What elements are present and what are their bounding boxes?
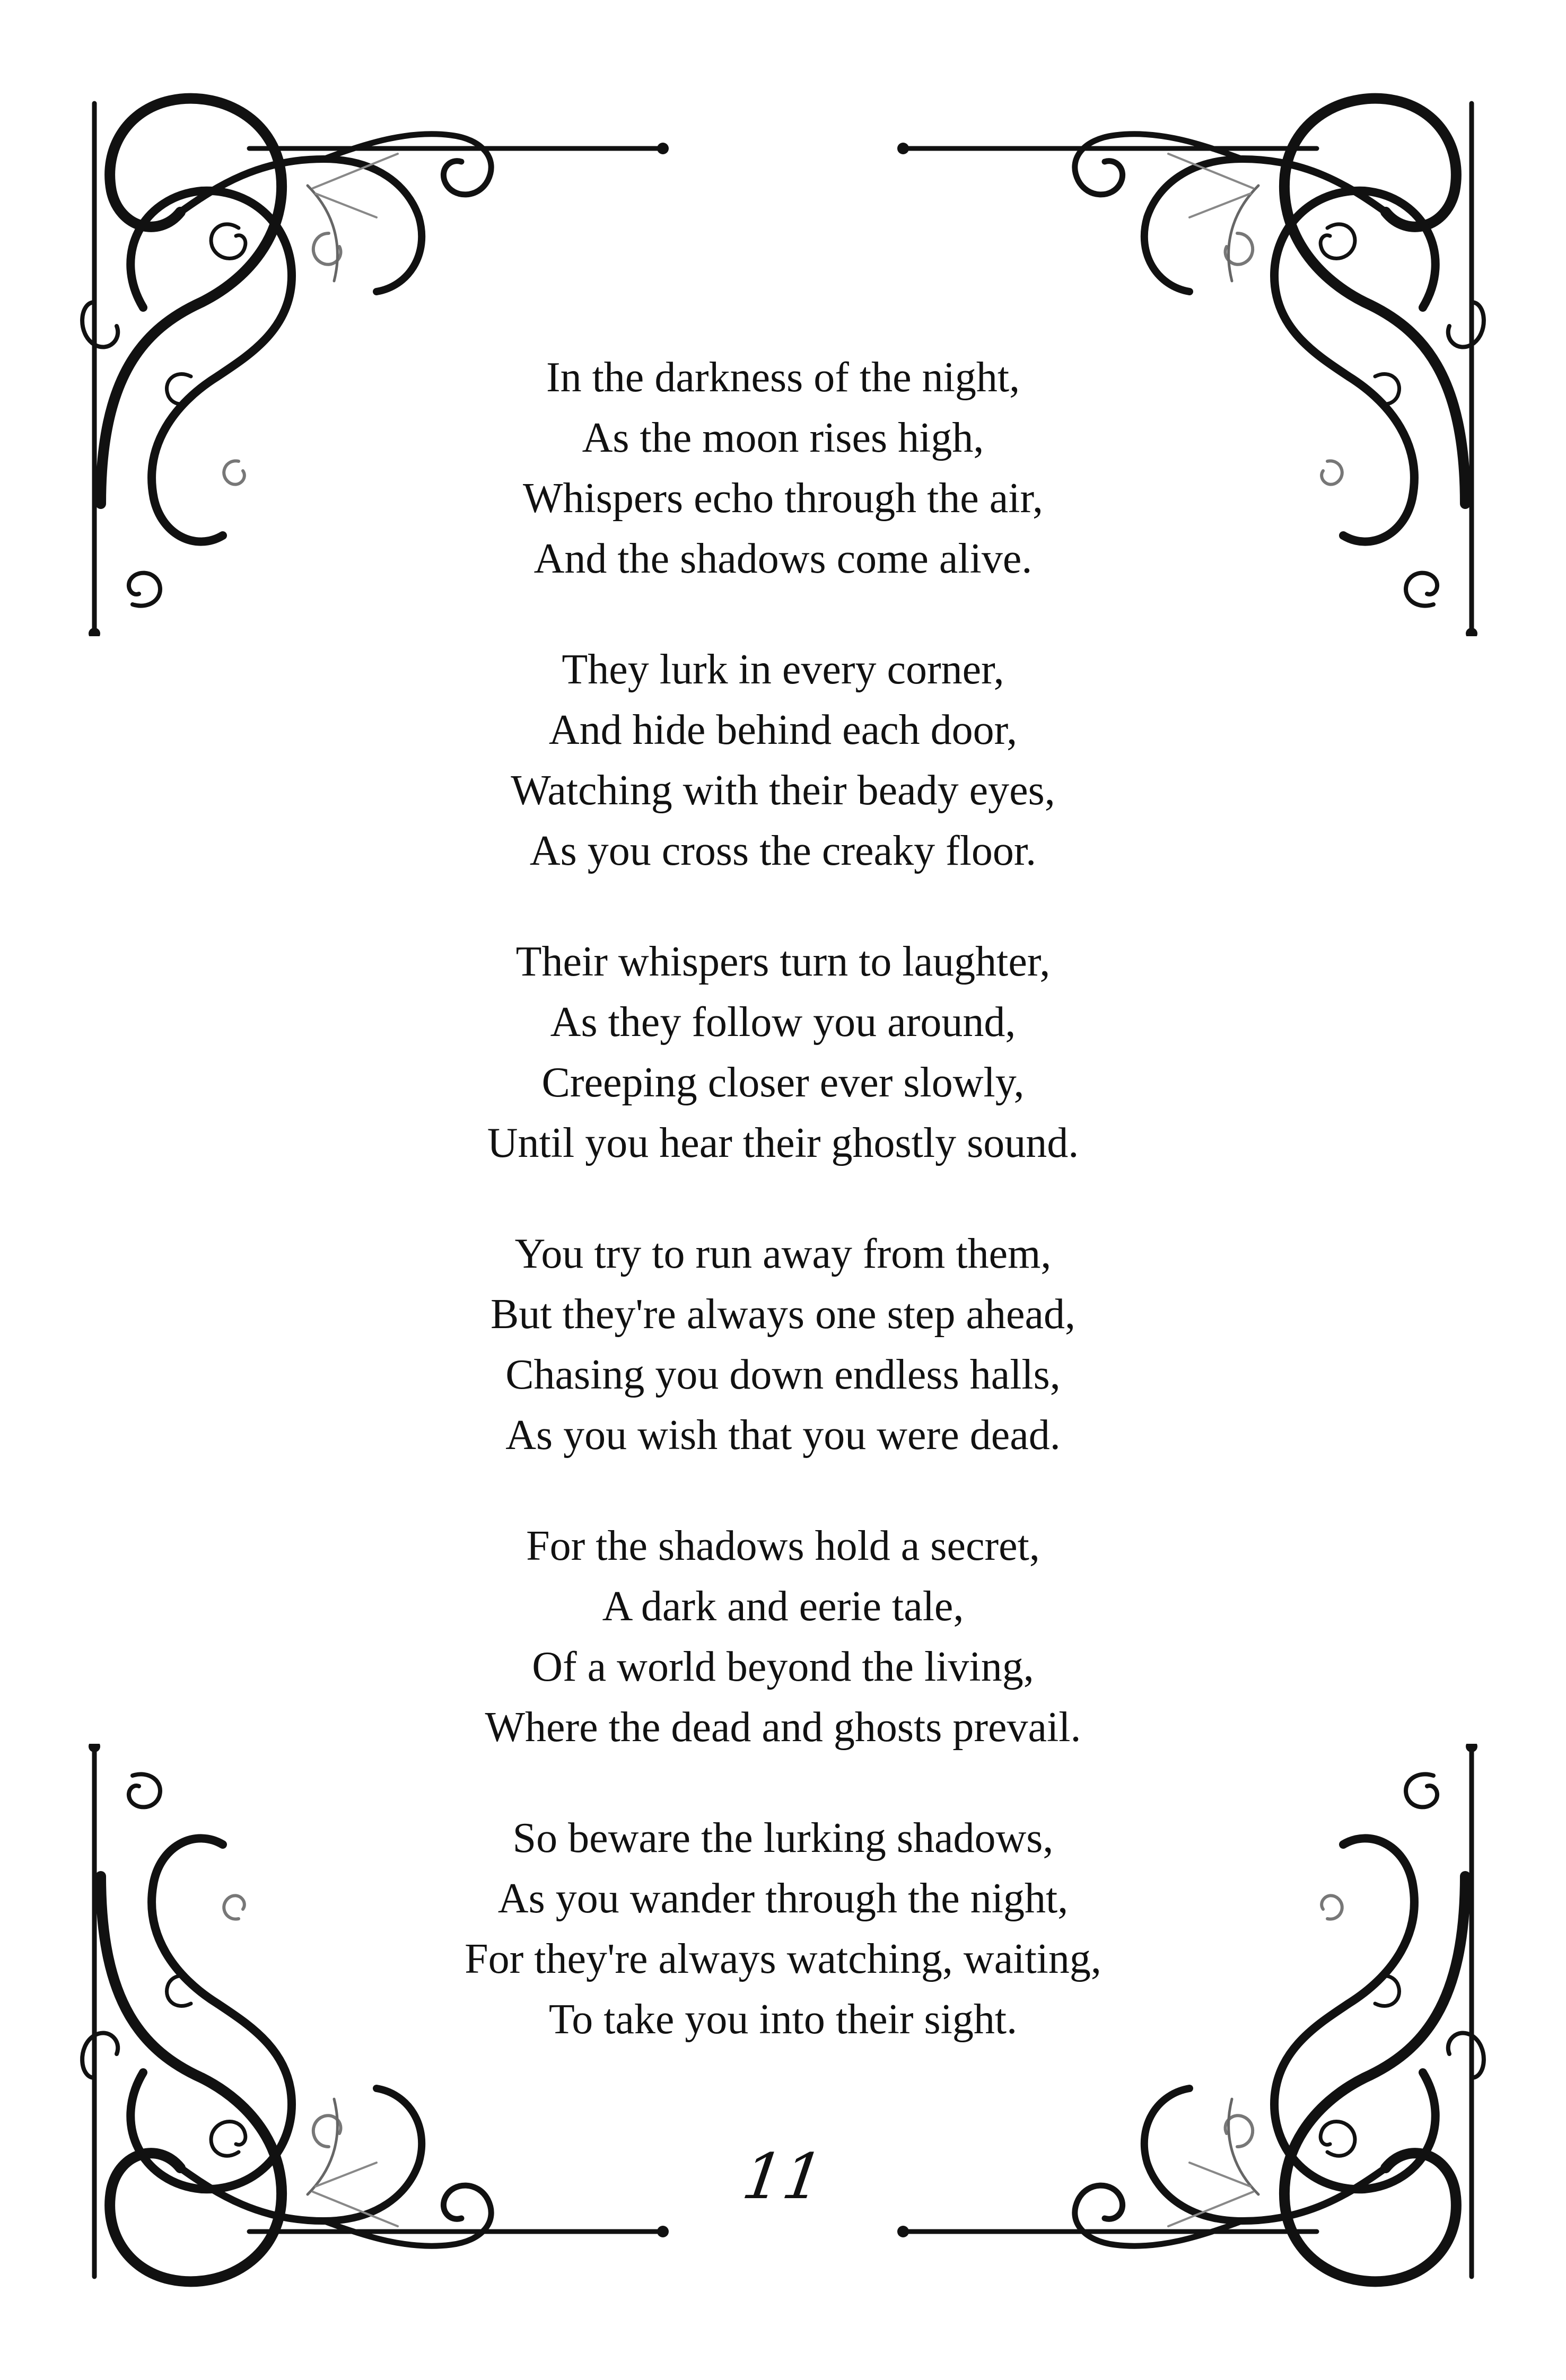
poem-line: For the shadows hold a secret,: [526, 1523, 1040, 1569]
stanza: [0, 1224, 1566, 1465]
stanza: [0, 932, 1566, 1173]
poem-line: Until you hear their ghostly sound.: [487, 1120, 1079, 1166]
poem-line: And the shadows come alive.: [533, 535, 1033, 582]
poem-line: Creeping closer ever slowly,: [541, 1059, 1025, 1106]
poem-line: Their whispers turn to laughter,: [515, 938, 1051, 985]
poem-line: To take you into their sight.: [548, 1996, 1018, 2043]
poem-line: But they're always one step ahead,: [491, 1291, 1075, 1338]
poem-line: And hide behind each door,: [548, 707, 1018, 753]
poem-body: [0, 347, 1566, 2100]
poem-line: Watching with their beady eyes,: [511, 767, 1055, 814]
page-number: 11: [738, 2140, 828, 2213]
poem-line: As you wish that you were dead.: [505, 1412, 1061, 1459]
stanza: [0, 1516, 1566, 1758]
stanza: [0, 1808, 1566, 2050]
stanza: [0, 639, 1566, 881]
stanza: [0, 347, 1566, 589]
poem-line: As the moon rises high,: [582, 415, 984, 461]
poem-line: Chasing you down endless halls,: [505, 1351, 1061, 1398]
poem-line: You try to run away from them,: [514, 1231, 1052, 1277]
poem-line: Where the dead and ghosts prevail.: [485, 1704, 1081, 1751]
poem-line: Whispers echo through the air,: [523, 475, 1043, 522]
poem-line: For they're always watching, waiting,: [465, 1936, 1101, 1982]
poem-line: They lurk in every corner,: [562, 646, 1004, 693]
poem-line: As you cross the creaky floor.: [529, 828, 1037, 874]
poem-line: A dark and eerie tale,: [602, 1583, 964, 1630]
poem-line: Of a world beyond the living,: [532, 1644, 1034, 1690]
poem-line: As you wander through the night,: [497, 1875, 1069, 1922]
poem-line: So beware the lurking shadows,: [512, 1815, 1054, 1861]
poem-line: As they follow you around,: [550, 999, 1016, 1046]
poem-line: In the darkness of the night,: [546, 354, 1020, 401]
